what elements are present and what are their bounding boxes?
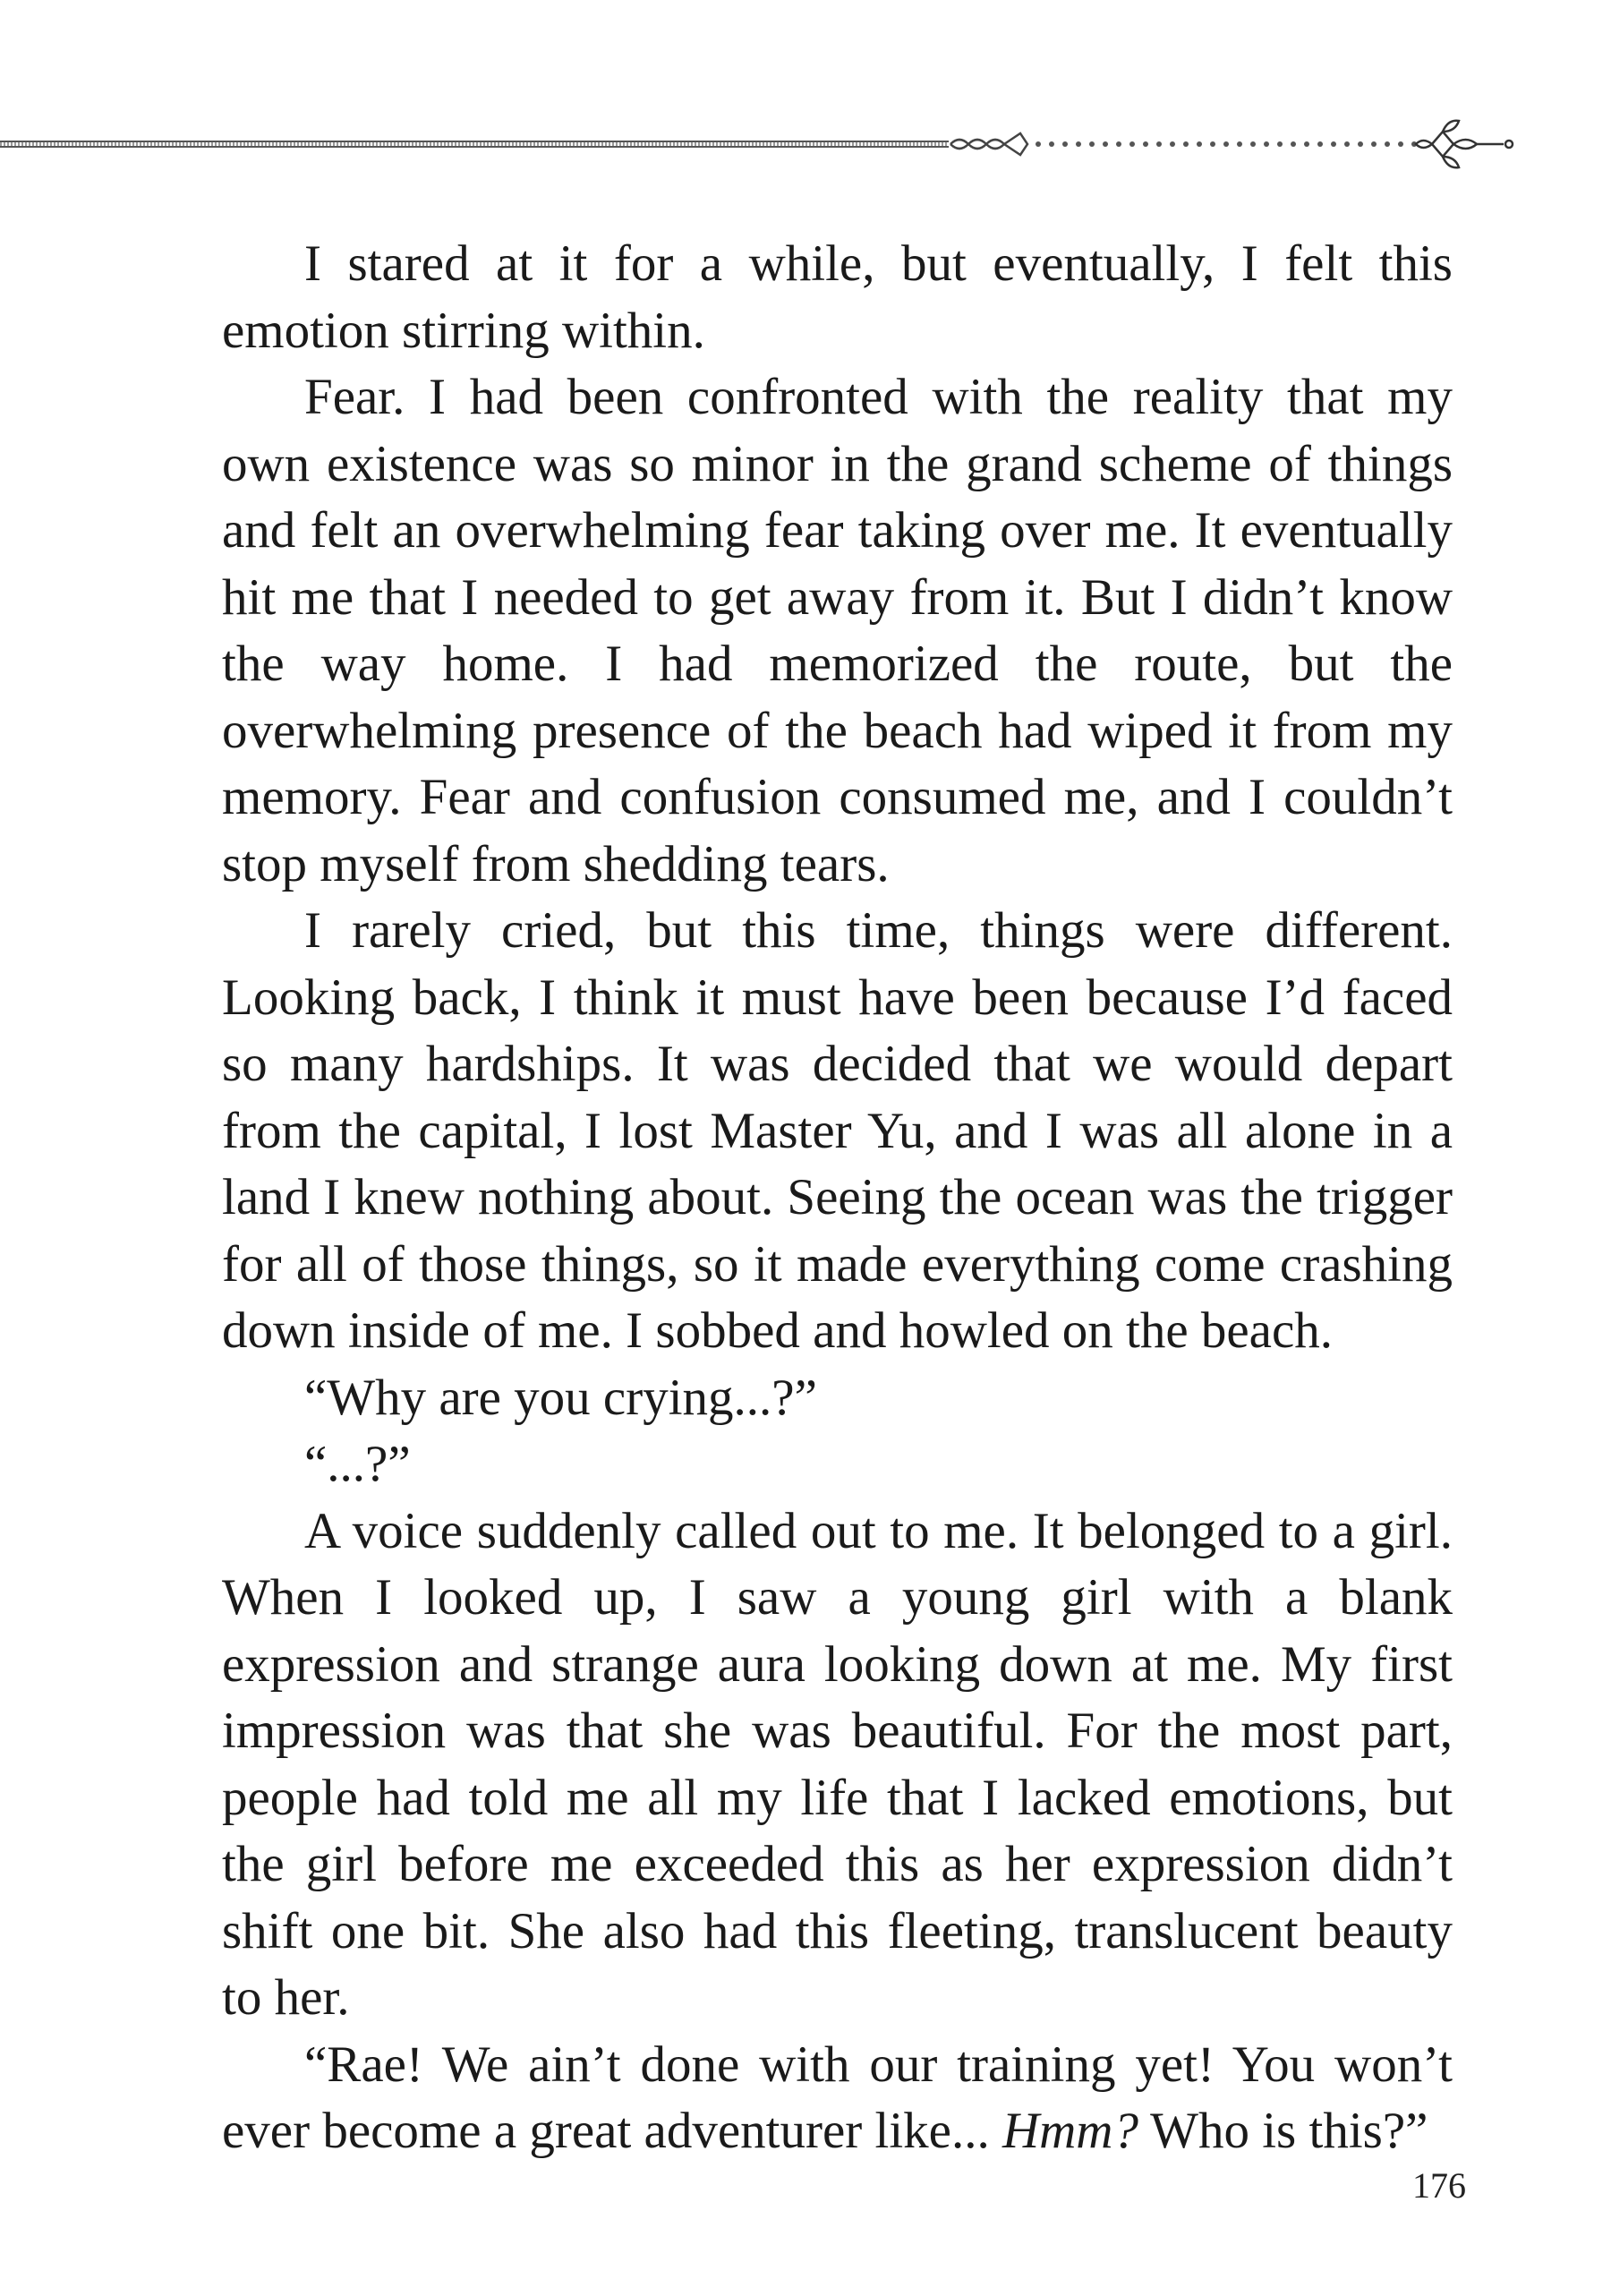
leaf-flourish-icon (1416, 121, 1513, 168)
dialogue-text: “Rae! We ain’t done with our training yet! You won’t ever become a great adventurer like... (222, 2036, 1453, 2159)
page-number: 176 (1412, 2165, 1466, 2206)
header-ornament (0, 115, 1522, 186)
ornament-dotted-chain (1036, 141, 1417, 147)
dialogue-line (222, 2032, 1453, 2165)
ornament-double-rule (0, 141, 949, 147)
paragraph: A voice suddenly called out to me. It belonged to a girl. When I looked up, I saw a young girl with a blank expression and strange aura looking down at me. My first impression was that she was beautiful. For the most part, people had told me all my life that I lacked emotions, but the girl before me exceeded this as her expression didn’t shift one bit. She also had this fleeting, translucent beauty to her. (222, 1502, 1453, 2026)
dialogue-text: Who is this?” (1138, 2103, 1428, 2159)
dialogue-italic-text: Hmm? (1002, 2103, 1138, 2159)
page-body (222, 231, 1453, 2165)
ornament-knot (950, 133, 1027, 155)
paragraph: I rarely cried, but this time, things were different. Looking back, I think it must have been because I’d faced so many hardships. It was decided that we would depart from the capital, I lost Master Yu, and I was all alone in a land I knew nothing about. Seeing the ocean was the trigger for all of those things, so it made everything come crashing down inside of me. I sobbed and howled on the beach. (222, 902, 1453, 1359)
paragraph: Fear. I had been confronted with the reality that my own existence was so minor in the grand scheme of things and felt an overwhelming fear taking over me. It eventually hit me that I needed to get away from it. But I didn’t know the way home. I had memorized the route, but the overwhelming presence of the beach had wiped it from my memory. Fear and confusion consumed me, and I couldn’t stop myself from shedding tears. (222, 369, 1453, 892)
paragraph: I stared at it for a while, but eventually, I felt this emotion stirring within. (222, 235, 1453, 359)
dialogue-line: “Why are you crying...?” (304, 1369, 817, 1426)
dialogue-line: “...?” (304, 1436, 411, 1492)
